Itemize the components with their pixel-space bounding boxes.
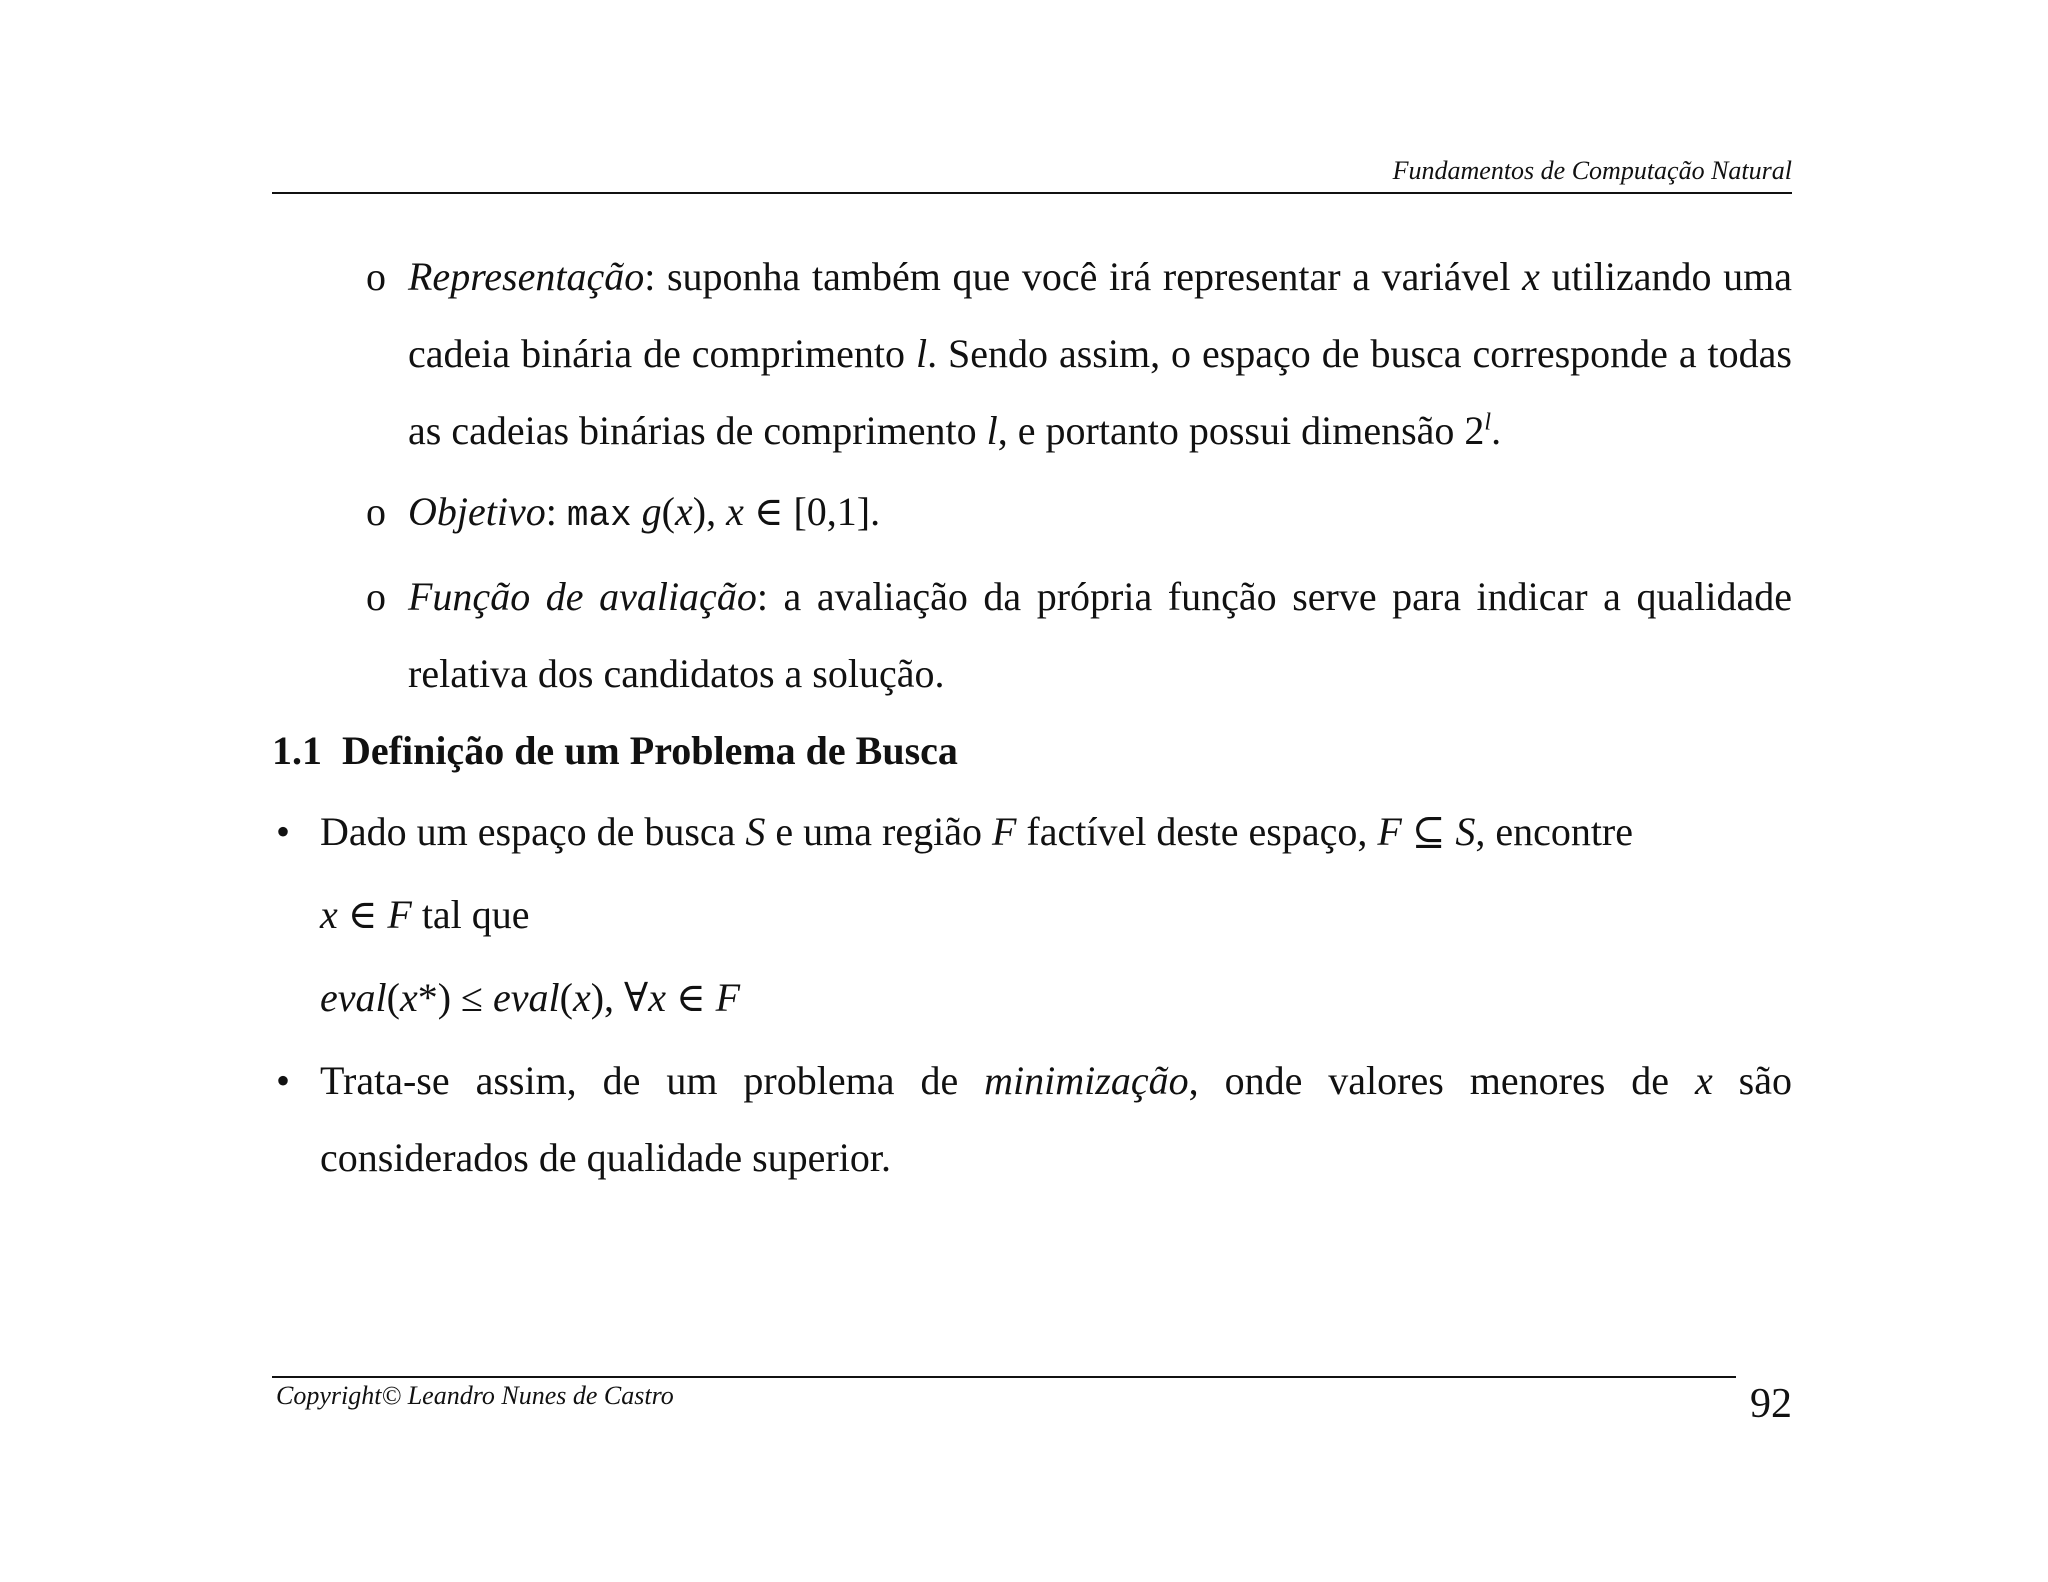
text: (: [661, 489, 675, 534]
circle-bullet-icon: o: [366, 489, 386, 534]
section-number: 1.1: [272, 728, 322, 773]
text: factível deste espaço,: [1016, 809, 1378, 854]
text: Dado um espaço de busca: [320, 809, 746, 854]
condition-line: [272, 876, 1792, 953]
var: S: [1455, 809, 1476, 854]
var: x: [726, 489, 744, 534]
item-objetivo: [272, 473, 1792, 554]
text: ∈ [0,1].: [743, 489, 881, 534]
item-avaliacao: [272, 558, 1792, 712]
var: x: [1522, 254, 1540, 299]
var: x: [572, 975, 591, 1020]
bullet-icon: •: [276, 1058, 291, 1103]
var: l: [915, 331, 928, 376]
text: (: [386, 975, 400, 1020]
term-minimizacao: minimização: [984, 1058, 1189, 1103]
text: , onde valores menores de: [1188, 1058, 1695, 1103]
text: , encontre: [1475, 809, 1634, 854]
var: F: [991, 809, 1017, 854]
var: F: [1377, 809, 1402, 854]
text: ), ∀: [590, 975, 649, 1020]
text: tal que: [411, 892, 530, 937]
eval-func: eval: [320, 975, 387, 1020]
running-header: Fundamentos de Computação Natural: [1392, 156, 1792, 185]
text: :: [545, 489, 567, 534]
text: , e portanto possui dimensão 2: [997, 408, 1485, 453]
func-g: g: [631, 489, 662, 534]
text: ∈: [337, 892, 388, 937]
text: são considerados de qualidade superior.: [320, 1058, 1792, 1180]
var: F: [715, 975, 740, 1020]
bullet-icon: •: [276, 809, 291, 854]
var: x: [320, 892, 338, 937]
header-rule: [272, 192, 1792, 194]
var: x: [675, 489, 693, 534]
circle-bullet-icon: o: [366, 574, 386, 619]
text: ),: [692, 489, 727, 534]
text: utilizando uma cadeia binária de comprimento: [408, 254, 1793, 376]
text: *) ≤: [417, 975, 493, 1020]
copyright: Copyright© Leandro Nunes de Castro: [276, 1381, 674, 1410]
text: .: [1491, 408, 1502, 453]
term-representacao: Representação: [408, 254, 645, 299]
text: Trata-se assim, de um problema de: [320, 1058, 985, 1103]
page-body: [272, 238, 1792, 1196]
max-operator: max: [566, 495, 632, 536]
term-objetivo: Objetivo: [408, 489, 546, 534]
text: (: [559, 975, 573, 1020]
item-representacao: [272, 238, 1792, 469]
var: F: [387, 892, 412, 937]
text: ∈: [665, 975, 716, 1020]
var: l: [986, 408, 998, 453]
var: x: [399, 975, 418, 1020]
text: ⊆: [1401, 809, 1456, 854]
var: x: [1694, 1058, 1713, 1103]
term-avaliacao: Função de avaliação: [408, 574, 757, 619]
text: e uma região: [765, 809, 992, 854]
text: . Sendo assim, o espaço de busca corresponde a todas as cadeias binárias de comprimento: [408, 331, 1792, 453]
page-number: 92: [1750, 1381, 1792, 1427]
var: S: [745, 809, 766, 854]
footer-rule: [272, 1376, 1736, 1378]
circle-bullet-icon: o: [366, 254, 386, 299]
eval-inequality: [272, 959, 1792, 1036]
section-heading: [272, 712, 1792, 789]
exponent: l: [1484, 409, 1492, 436]
eval-func: eval: [493, 975, 560, 1020]
bullet-minimizacao: [272, 1042, 1792, 1196]
section-title: Definição de um Problema de Busca: [342, 728, 958, 773]
bullet-definicao: [272, 793, 1792, 870]
text: : a avaliação da própria função serve para indicar a qualidade relativa dos candidatos a solução.: [408, 574, 1792, 696]
text: : suponha também que você irá representar a variável: [644, 254, 1523, 299]
var: x: [648, 975, 666, 1020]
